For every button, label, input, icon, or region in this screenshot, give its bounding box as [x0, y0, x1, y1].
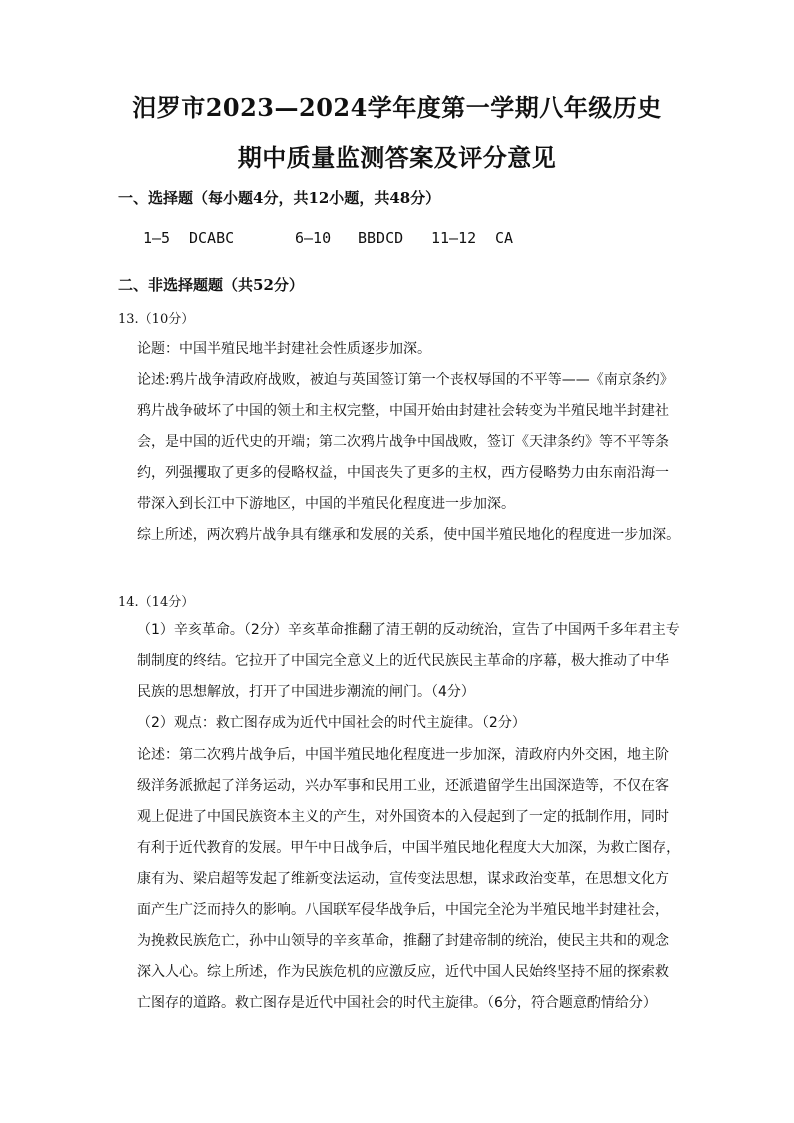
- q13-line: 约，列强攫取了更多的侵略权益，中国丧失了更多的主权，西方侵略势力由东南沿海一: [137, 465, 669, 481]
- q14-line: 深入人心。综上所述，作为民族危机的应激反应，近代中国人民始终坚持不屈的探索救: [137, 964, 669, 980]
- q13-line: 综上所述，两次鸦片战争具有继承和发展的关系，使中国半殖民地化的程度进一步加深。: [137, 527, 680, 543]
- q13-line: 会，是中国的近代史的开端；第二次鸦片战争中国战败，签订《天津条约》等不平等条: [137, 434, 669, 450]
- q14-line: 亡图存的道路。救亡图存是近代中国社会的时代主旋律。（6分，符合题意酌情给分）: [137, 995, 657, 1011]
- question-13-label: 13.（10分）: [118, 312, 195, 327]
- q14-line: 论述：第二次鸦片战争后，中国半殖民地化程度进一步加深，清政府内外交困，地主阶: [137, 747, 669, 763]
- question-14-label: 14.（14分）: [118, 595, 195, 610]
- answer-range-3: 11—12: [431, 229, 477, 247]
- q14-line: 康有为、梁启超等发起了维新变法运动，宣传变法思想，谋求政治变革，在思想文化方: [137, 871, 669, 887]
- q14-line: 级洋务派掀起了洋务运动，兴办军事和民用工业，还派遣留学生出国深造等，不仅在客: [137, 778, 669, 794]
- answer-letters-1: DCABC: [189, 229, 235, 247]
- answer-range-2: 6—10: [295, 229, 332, 247]
- answer-range-1: 1—5: [143, 229, 171, 247]
- q14-line: 面产生广泛而持久的影响。八国联军侵华战争后，中国完全沦为半殖民地半封建社会，: [137, 902, 669, 918]
- q13-line: 鸦片战争破坏了中国的领土和主权完整，中国开始由封建社会转变为半殖民地半封建社: [137, 403, 669, 419]
- answer-letters-3: CA: [495, 229, 514, 247]
- answer-letters-2: BBDCD: [358, 229, 404, 247]
- document-title-line1: 汨罗市2023—2024学年度第一学期八年级历史: [132, 93, 662, 122]
- section1-heading: 一、选择题（每小题4分，共12小题，共48分）: [118, 189, 441, 207]
- q14-line: 制制度的终结。它拉开了中国完全意义上的近代民族民主革命的序幕，极大推动了中华: [137, 653, 669, 669]
- q14-line: 有利于近代教育的发展。甲午中日战争后，中国半殖民地化程度大大加深，为救亡图存，: [137, 840, 680, 856]
- q14-line: （1）辛亥革命。（2分）辛亥革命推翻了清王朝的反动统治，宣告了中国两千多年君主专: [137, 622, 680, 638]
- q13-line: 论述:鸦片战争清政府战败，被迫与英国签订第一个丧权辱国的不平等——《南京条约》: [137, 372, 674, 388]
- document-title-line2: 期中质量监测答案及评分意见: [237, 143, 557, 172]
- q14-line: 民族的思想解放，打开了中国进步潮流的闸门。（4分）: [137, 684, 475, 700]
- q14-line: （2）观点：救亡图存成为近代中国社会的时代主旋律。（2分）: [137, 715, 526, 731]
- q13-line: 带深入到长江中下游地区，中国的半殖民化程度进一步加深。: [137, 496, 515, 512]
- q14-line: 为挽救民族危亡，孙中山领导的辛亥革命，推翻了封建帝制的统治，使民主共和的观念: [137, 933, 669, 949]
- section2-heading: 二、非选择题题（共52分）: [118, 276, 304, 294]
- q13-line: 论题：中国半殖民地半封建社会性质逐步加深。: [137, 341, 431, 357]
- q14-line: 观上促进了中国民族资本主义的产生，对外国资本的入侵起到了一定的抵制作用，同时: [137, 809, 669, 825]
